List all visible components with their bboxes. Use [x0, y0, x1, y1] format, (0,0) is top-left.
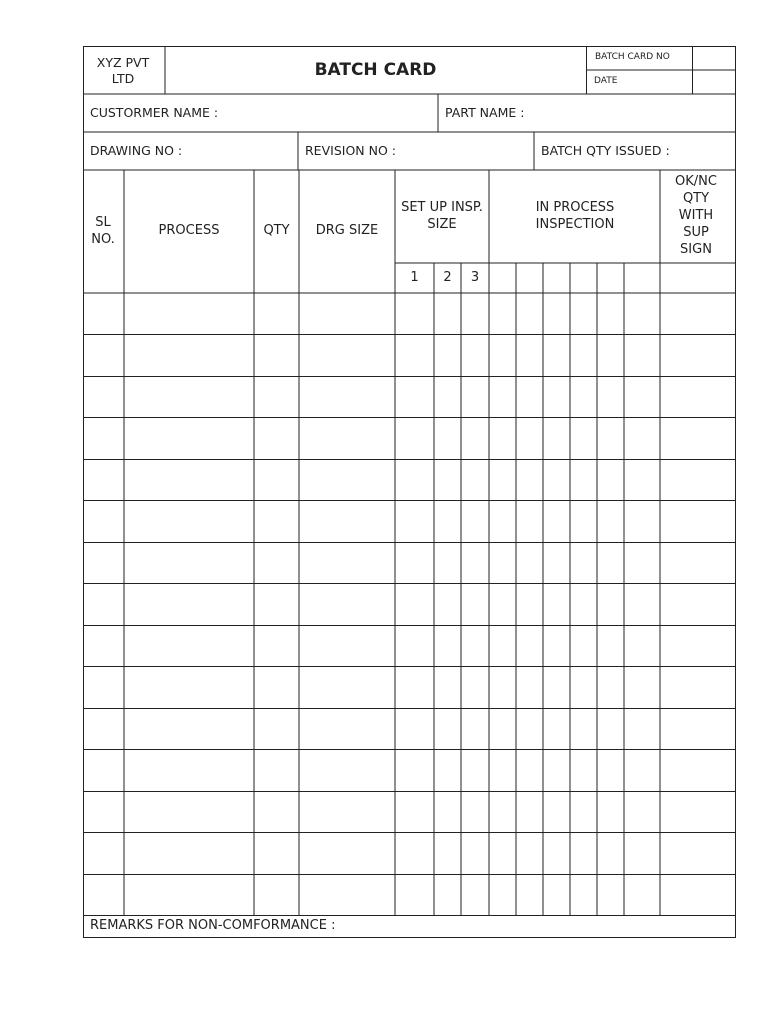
batch-card-no-label: BATCH CARD NO: [595, 52, 670, 63]
in-process-inspection-header: IN PROCESS INSPECTION: [535, 199, 615, 232]
revision-no-label: REVISION NO :: [305, 142, 396, 158]
setup-sub-1: 1: [410, 269, 419, 285]
remarks-label: REMARKS FOR NON-COMFORMANCE :: [90, 918, 336, 934]
setup-sub-2: 2: [443, 269, 452, 285]
customer-name-label: CUSTORMER NAME :: [90, 104, 219, 120]
form-title: BATCH CARD: [314, 59, 437, 80]
date-label: DATE: [594, 76, 618, 87]
process-header: PROCESS: [158, 223, 220, 239]
drg-size-header: DRG SIZE: [315, 223, 379, 239]
setup-insp-size-header: SET UP INSP. SIZE: [401, 199, 483, 232]
company-name: XYZ PVT LTD: [96, 54, 150, 86]
qty-header: QTY: [263, 223, 290, 239]
batch-qty-issued-label: BATCH QTY ISSUED :: [541, 142, 670, 158]
drawing-no-label: DRAWING NO :: [90, 142, 183, 158]
sl-no-header: SL NO.: [91, 214, 115, 247]
date-field[interactable]: [692, 71, 735, 93]
batch-card-form: [83, 46, 736, 938]
part-name-label: PART NAME :: [445, 104, 525, 120]
setup-sub-3: 3: [470, 269, 480, 285]
batch-card-no-field[interactable]: [692, 47, 735, 69]
ok-nc-qty-header: OK/NC QTY WITH SUP SIGN: [675, 174, 717, 257]
